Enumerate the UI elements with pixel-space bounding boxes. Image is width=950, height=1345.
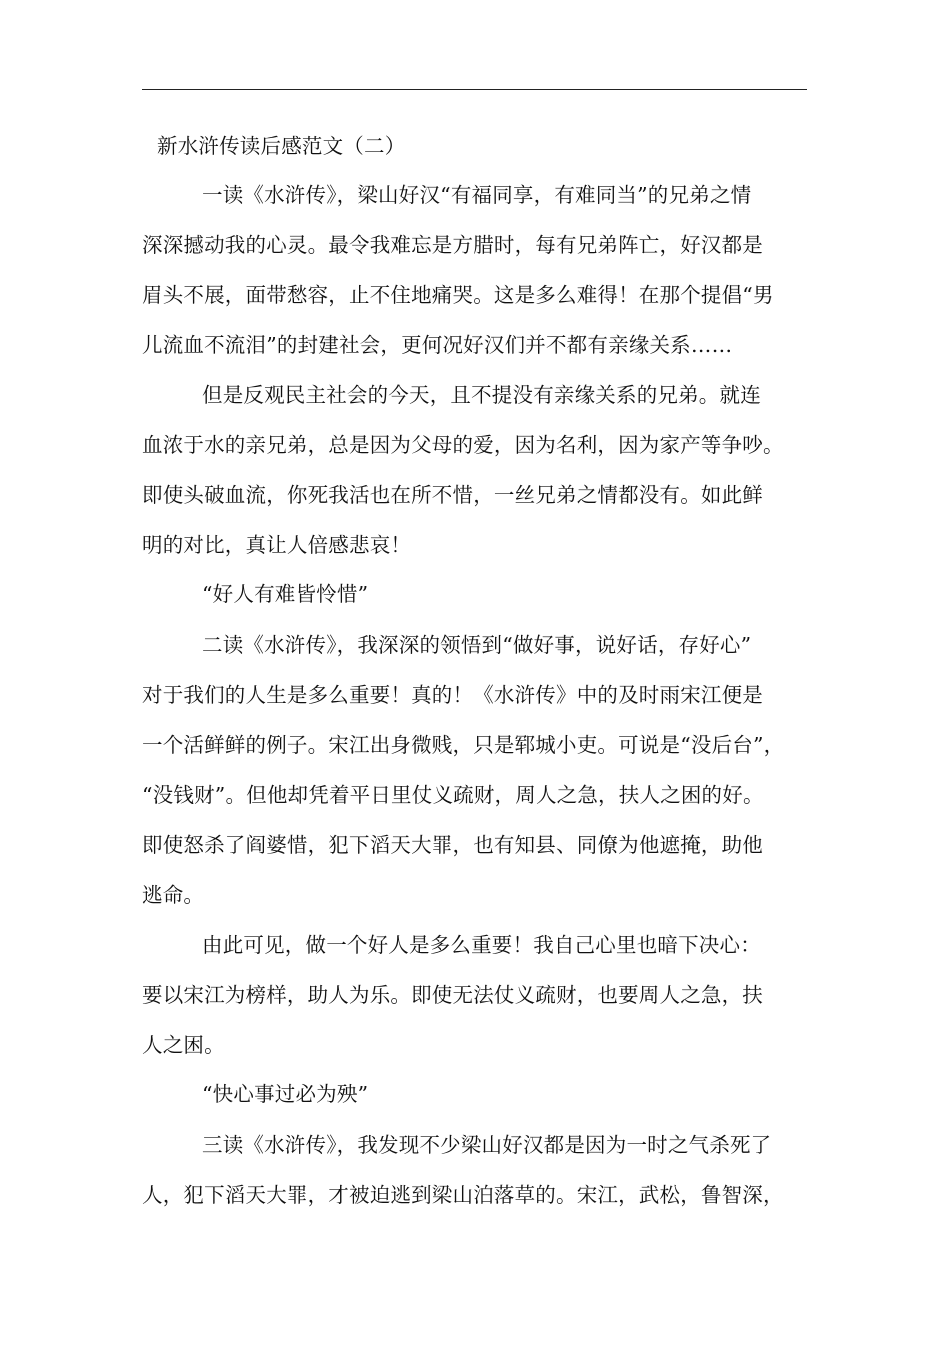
- text-line: 三读《水浒传》，我发现不少梁山好汉都是因为一时之气杀死了: [202, 1133, 772, 1157]
- text-line: 对于我们的人生是多么重要！真的！《水浒传》中的及时雨宋江便是: [142, 683, 763, 707]
- text-line: 一个活鲜鲜的例子。宋江出身微贱，只是郓城小吏。可说是“没后台”，: [142, 733, 785, 757]
- text-line: 儿流血不流泪”的封建社会，更何况好汉们并不都有亲缘关系……: [142, 333, 733, 357]
- section-heading: “快心事过必为殃”: [202, 1082, 369, 1106]
- document-title: 新水浒传读后感范文（二）: [157, 134, 406, 158]
- text-line: 人之困。: [142, 1033, 225, 1057]
- text-line: 深深撼动我的心灵。最令我难忘是方腊时，每有兄弟阵亡，好汉都是: [142, 233, 763, 257]
- text-line: 要以宋江为榜样，助人为乐。即使无法仗义疏财，也要周人之急，扶: [142, 983, 763, 1007]
- header-rule: [142, 89, 807, 90]
- text-line: 由此可见，做一个好人是多么重要！我自己心里也暗下决心：: [202, 933, 761, 957]
- text-line: 血浓于水的亲兄弟，总是因为父母的爱，因为名利，因为家产等争吵。: [142, 433, 784, 457]
- text-line: 人，犯下滔天大罪，才被迫逃到梁山泊落草的。宋江，武松，鲁智深，: [142, 1183, 784, 1207]
- text-line: “没钱财”。但他却凭着平日里仗义疏财，周人之急，扶人之困的好。: [142, 783, 764, 807]
- text-line: 明的对比，真让人倍感悲哀！: [142, 533, 412, 557]
- section-heading: “好人有难皆怜惜”: [202, 582, 369, 606]
- text-line: 即使头破血流，你死我活也在所不惜，一丝兄弟之情都没有。如此鲜: [142, 483, 763, 507]
- text-line: 即使怒杀了阎婆惜，犯下滔天大罪，也有知县、同僚为他遮掩，助他: [142, 833, 763, 857]
- text-line: 但是反观民主社会的今天，且不提没有亲缘关系的兄弟。就连: [202, 383, 761, 407]
- text-line: 逃命。: [142, 883, 205, 907]
- text-line: 一读《水浒传》，梁山好汉“有福同享，有难同当”的兄弟之情: [202, 183, 752, 207]
- text-line: 二读《水浒传》，我深深的领悟到“做好事，说好话，存好心”: [202, 633, 752, 657]
- text-line: 眉头不展，面带愁容，止不住地痛哭。这是多么难得！在那个提倡“男: [142, 283, 774, 307]
